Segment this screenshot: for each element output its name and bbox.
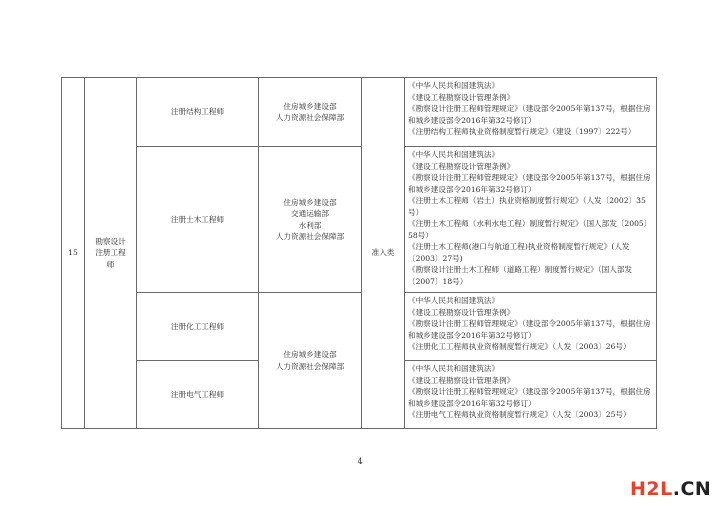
qualification-table-container [61, 77, 657, 429]
law-item: 《勘察设计注册工程师管理规定》（建设部令2005年第137号，根据住房和城乡建设部令2016年第32号修订） [408, 104, 651, 125]
law-list [405, 78, 657, 147]
department-line: 人力资源社会保障部 [275, 232, 345, 241]
department-line: 住房城乡建设部 [283, 101, 337, 111]
qualification-name: 注册结构工程师 [137, 78, 259, 147]
department-line: 交通运输部 [291, 209, 329, 218]
department-cell [259, 78, 362, 147]
law-item: 《中华人民共和国建筑法》 [408, 364, 500, 373]
page-number: 4 [357, 457, 363, 466]
table-row [62, 78, 657, 147]
row-number: 15 [62, 78, 85, 429]
law-item: 《中华人民共和国建筑法》 [408, 150, 500, 159]
law-item: 《勘察设计注册工程师管理规定》（建设部令2005年第137号，根据住房和城乡建设部令2016年第32号修订） [408, 319, 651, 340]
access-type-cell: 准入类 [362, 78, 405, 429]
department-line: 水利部 [298, 220, 322, 230]
logo-text-accent: H2L [630, 478, 673, 500]
qualification-name: 注册土木工程师 [137, 147, 259, 293]
department-cell [259, 147, 362, 293]
department-cell [259, 293, 362, 429]
logo-text-domain: .CN [672, 478, 712, 500]
law-list [405, 293, 657, 361]
law-item: 《建设工程勘察设计管理条例》 [408, 92, 515, 102]
table-row [62, 147, 657, 293]
department-line: 住房城乡建设部 [283, 350, 337, 359]
law-item: 《勘察设计注册工程师管理规定》（建设部令2005年第137号，根据住房和城乡建设部令2016年第32号修订） [408, 173, 651, 194]
law-item: 《注册土木工程师（水利水电工程）制度暂行规定》（国人部发〔2005〕58号） [408, 219, 652, 240]
qualification-name: 注册化工工程师 [137, 293, 259, 361]
department-line: 人力资源社会保障部 [275, 361, 345, 371]
law-item: 《中华人民共和国建筑法》 [408, 296, 500, 305]
law-item: 《建设工程勘察设计管理条例》 [408, 375, 515, 385]
law-item: 《注册土木工程师(港口与航道工程)执业资格制度暂行规定》(人发〔2003〕27号) [408, 242, 630, 263]
department-line: 住房城乡建设部 [283, 197, 337, 207]
law-list [405, 147, 657, 293]
law-item: 《注册土木工程师（岩土）执业资格制度暂行规定》（人发〔2002〕35号） [408, 196, 646, 217]
table-row [62, 293, 657, 361]
law-item: 《注册结构工程师执业资格制度暂行规定》（建设〔1997〕222号） [408, 127, 636, 136]
law-item: 《中华人民共和国建筑法》 [408, 81, 500, 90]
law-item: 《建设工程勘察设计管理条例》 [408, 307, 515, 317]
qualification-name: 注册电气工程师 [137, 361, 259, 429]
law-item: 《建设工程勘察设计管理条例》 [408, 161, 515, 171]
category-line: 师 [106, 259, 115, 269]
watermark-logo [630, 478, 711, 500]
law-list [405, 361, 657, 429]
law-item: 《注册化工工程师执业资格制度暂行规定》（人发〔2003〕26号） [408, 342, 631, 351]
category-line: 注册工程 [95, 248, 126, 258]
department-line: 人力资源社会保障部 [275, 113, 345, 122]
category-cell [85, 78, 137, 429]
law-item: 《勘察设计注册土木工程师（道路工程）制度暂行规定》（国人部发〔2007〕18号） [408, 265, 633, 286]
law-item: 《注册电气工程师执业资格制度暂行规定》（人发〔2003〕25号） [408, 410, 631, 419]
category-line: 勘察设计 [95, 236, 126, 246]
law-item: 《勘察设计注册工程师管理规定》（建设部令2005年第137号，根据住房和城乡建设部令2016年第32号修订） [408, 387, 651, 408]
qualification-table [61, 77, 657, 429]
